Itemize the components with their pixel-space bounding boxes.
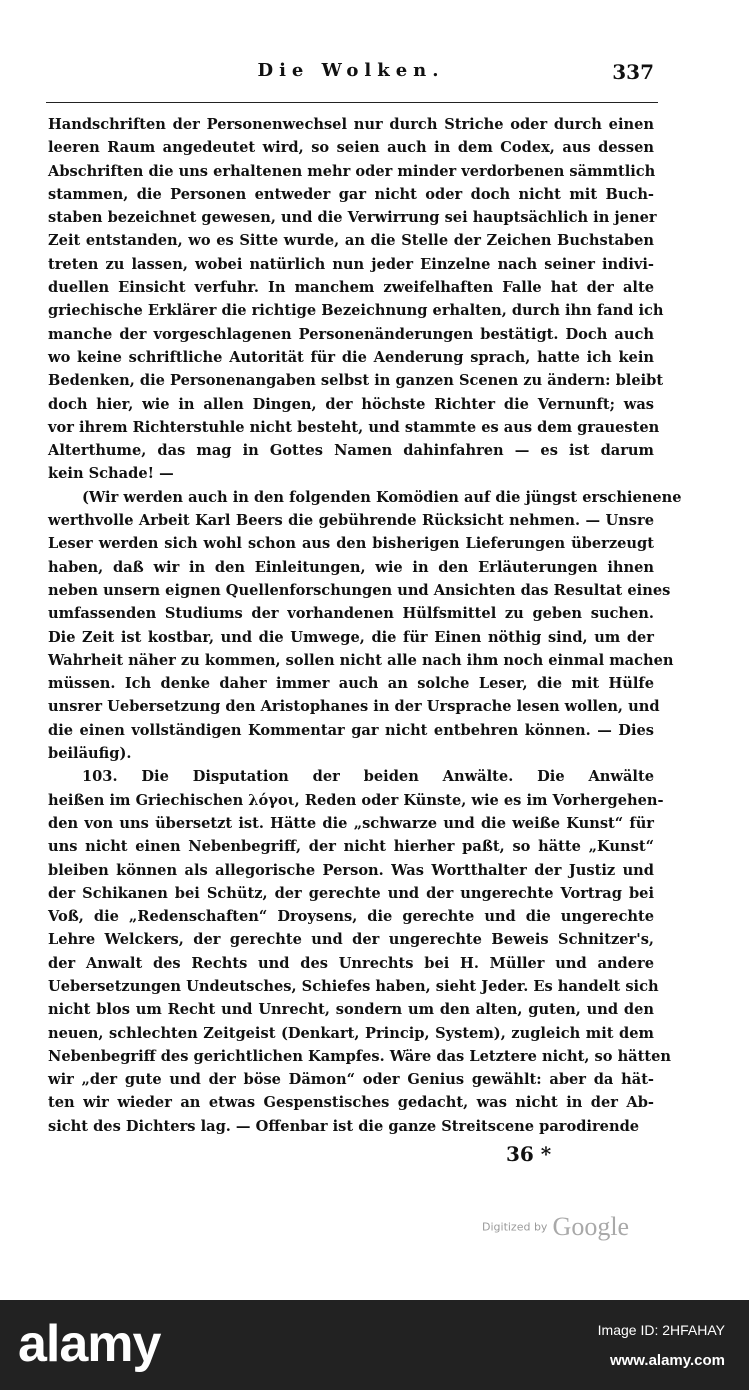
- paragraph: [48, 486, 682, 766]
- text-line: Abschriften die uns erhaltenen mehr oder minder verdorbenen sämmtlich: [48, 162, 656, 180]
- page-header: [48, 60, 654, 90]
- text-line: Nebenbegriff des gerichtlichen Kampfes. Wäre das Letztere nicht, so hätten: [48, 1047, 672, 1065]
- text-line: Lehre Welckers, der gerechte und der ungerechte Beweis Schnitzer's,: [48, 931, 654, 949]
- text-line: Voß, die „Redenschaften“ Droysens, die gerechte und die ungerechte: [48, 908, 654, 926]
- text-line: staben bezeichnet gewesen, und die Verwirrung sei hauptsächlich in jener: [48, 209, 657, 227]
- text-line: (Wir werden auch in den folgenden Komödien auf die jüngst erschienene: [82, 488, 682, 506]
- text-line: Zeit entstanden, wo es Sitte wurde, an die Stelle der Zeichen Buchstaben: [48, 232, 654, 250]
- running-title: Die Wolken.: [257, 60, 445, 81]
- text-line: der Anwalt des Rechts und des Unrechts bei H. Müller und andere: [48, 954, 654, 972]
- text-line: den von uns übersetzt ist. Hätte die „schwarze und die weiße Kunst“ für: [48, 814, 654, 832]
- text-line: unsrer Uebersetzung den Aristophanes in der Ursprache lesen wollen, und: [48, 698, 660, 716]
- google-logo: Google: [552, 1212, 630, 1241]
- text-line: Alterthume, das mag in Gottes Namen dahinfahren — es ist darum: [48, 442, 654, 460]
- digitized-by-google-watermark: [482, 1212, 629, 1242]
- body-text: [48, 113, 682, 1138]
- text-line: wir „der gute und der böse Dämon“ oder Genius gewählt: aber da hät-: [48, 1071, 654, 1089]
- text-line: griechische Erklärer die richtige Bezeichnung erhalten, durch ihn fand ich: [48, 302, 664, 320]
- text-line: treten zu lassen, wobei natürlich nun jeder Einzelne nach seiner indivi-: [48, 255, 654, 273]
- text-line: Leser werden sich wohl schon aus den bisherigen Lieferungen überzeugt: [48, 535, 654, 553]
- page-number: 337: [612, 60, 654, 84]
- digitized-prefix: Digitized by: [482, 1220, 548, 1234]
- text-line: Uebersetzungen Undeutsches, Schiefes haben, sieht Jeder. Es handelt sich: [48, 977, 659, 995]
- stock-banner: [0, 1300, 749, 1390]
- text-line: leeren Raum angedeutet wird, so seien auch in dem Codex, aus dessen: [48, 139, 654, 157]
- text-line: stammen, die Personen entweder gar nicht oder doch nicht mit Buch-: [48, 185, 654, 203]
- text-line: werthvolle Arbeit Karl Beers die gebührende Rücksicht nehmen. — Unsre: [48, 512, 654, 530]
- text-line: bleiben können als allegorische Person. Was Wortthalter der Justiz und: [48, 861, 654, 879]
- image-id-label: Image ID: 2HFAHAY: [597, 1322, 725, 1338]
- text-line: manche der vorgeschlagenen Personenänderungen bestätigt. Doch auch: [48, 325, 654, 343]
- text-line: Handschriften der Personenwechsel nur durch Striche oder durch einen: [48, 116, 654, 133]
- text-line: nicht blos um Recht und Unrecht, sondern um den alten, guten, und den: [48, 1001, 654, 1019]
- text-line: vor ihrem Richterstuhle nicht besteht, und stammte es aus dem grauesten: [48, 418, 660, 436]
- text-line: ten wir wieder an etwas Gespenstisches gedacht, was nicht in der Ab-: [48, 1094, 654, 1112]
- alamy-logo: alamy: [18, 1315, 161, 1373]
- paragraph: [48, 765, 672, 1138]
- text-line: beiläufig).: [48, 745, 132, 763]
- text-line: Wahrheit näher zu kommen, sollen nicht alle nach ihm noch einmal machen: [48, 651, 674, 669]
- header-rule: [46, 102, 658, 103]
- text-line: Bedenken, die Personenangaben selbst in ganzen Scenen zu ändern: bleibt: [48, 372, 664, 390]
- paragraph: [48, 113, 664, 486]
- text-line: Die Zeit ist kostbar, und die Umwege, die für Einen nöthig sind, um der: [48, 628, 654, 646]
- text-line: neben unsern eignen Quellenforschungen und Ansichten das Resultat eines: [48, 581, 671, 599]
- text-line: neuen, schlechten Zeitgeist (Denkart, Princip, System), zugleich mit dem: [48, 1024, 654, 1042]
- text-line: sicht des Dichters lag. — Offenbar ist die ganze Streitscene parodirende: [48, 1117, 640, 1135]
- text-line: uns nicht einen Nebenbegriff, der nicht hierher paßt, so hätte „Kunst“: [48, 838, 654, 856]
- text-line: kein Schade! —: [48, 465, 174, 483]
- text-line: umfassenden Studiums der vorhandenen Hülfsmittel zu geben suchen.: [48, 605, 654, 623]
- text-line: heißen im Griechischen λόγοι, Reden oder Künste, wie es im Vorhergehen-: [48, 791, 664, 809]
- site-url: www.alamy.com: [609, 1352, 725, 1369]
- text-line: doch hier, wie in allen Dingen, der höchste Richter die Vernunft; was: [48, 395, 654, 413]
- signature-mark: 36 *: [506, 1142, 552, 1166]
- text-line: die einen vollständigen Kommentar gar nicht entbehren können. — Dies: [48, 721, 654, 739]
- text-line: 103. Die Disputation der beiden Anwälte. Die Anwälte: [82, 768, 654, 786]
- text-line: wo keine schriftliche Autorität für die Aenderung sprach, hatte ich kein: [48, 348, 654, 366]
- text-line: der Schikanen bei Schütz, der gerechte und der ungerechte Vortrag bei: [48, 884, 654, 902]
- text-line: müssen. Ich denke daher immer auch an solche Leser, die mit Hülfe: [48, 675, 654, 693]
- text-line: duellen Einsicht verfuhr. In manchem zweifelhaften Falle hat der alte: [48, 279, 654, 297]
- text-line: haben, daß wir in den Einleitungen, wie in den Erläuterungen ihnen: [48, 558, 654, 576]
